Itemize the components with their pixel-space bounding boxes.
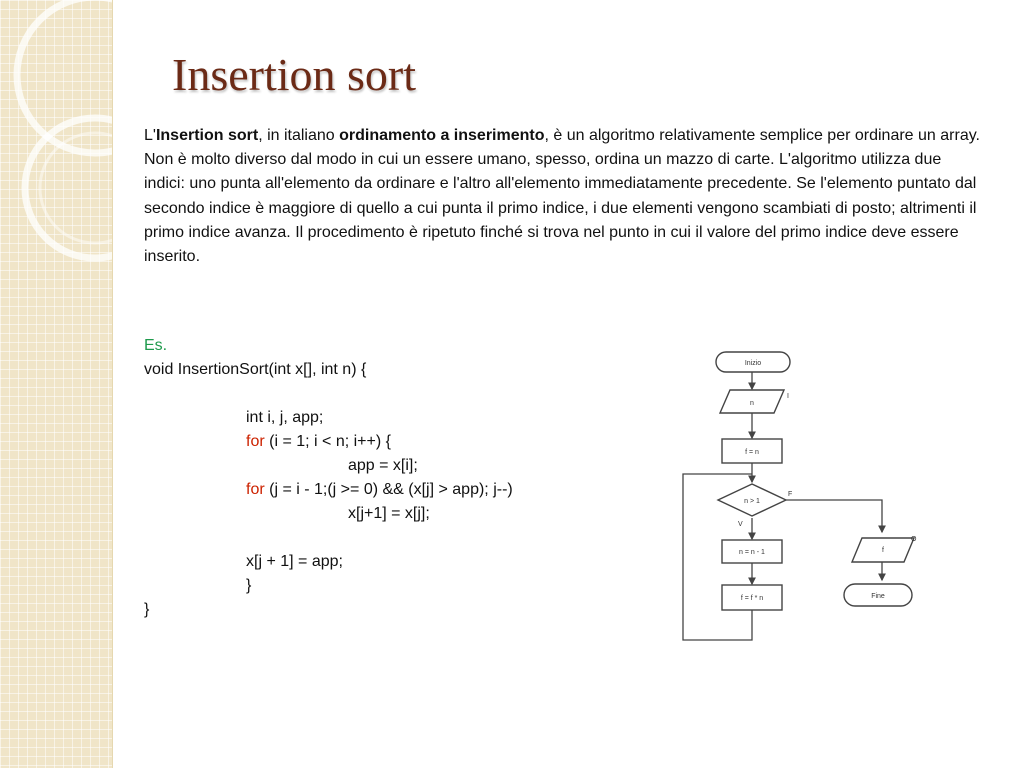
code-close-inner: } <box>246 577 252 594</box>
flow-input-tag: I <box>787 393 789 400</box>
decorative-sidebar <box>0 0 113 768</box>
flow-output-tag: O <box>911 536 917 543</box>
flow-false-label: F <box>788 491 793 498</box>
intro-bold-2: ordinamento a inserimento <box>339 127 545 144</box>
code-outer-loop-rest: (i = 1; i < n; i++) { <box>264 433 391 450</box>
code-signature: void InsertionSort(int x[], int n) { <box>144 361 367 378</box>
flow-condition-label: n > 1 <box>744 498 760 505</box>
intro-bold-1: Insertion sort <box>155 127 259 144</box>
code-blank-line <box>144 382 624 406</box>
flow-output-label: f <box>882 547 884 554</box>
flow-true-label: V <box>738 521 743 528</box>
flowchart <box>676 344 936 648</box>
code-assign-back: x[j + 1] = app; <box>246 553 343 570</box>
flow-end-label: Fine <box>871 593 885 600</box>
intro-text-3: , è un algoritmo relativamente semplice per ordinare un array. Non è molto diverso dal modo in cui un essere umano, spesso, ordina un mazzo di carte. L'algoritmo utilizza due indici: uno punta all'elemento da ordinare e l'altro all'elemento immediatamente precedente. Se l'elemento puntato dal secondo indice è maggiore di quello a cui punta il primo indice, i due elementi vengono scambiati di posto; altrimenti il primo indice avanza. Il procedimento è ripetuto finché si trova nel punto in cui il valore del primo indice deve essere inserito. <box>144 127 980 266</box>
code-close-outer: } <box>144 601 150 618</box>
decorative-circles <box>0 0 112 768</box>
intro-text-2: , in italiano <box>258 127 340 144</box>
intro-paragraph <box>144 124 984 269</box>
code-inner-loop <box>144 478 624 502</box>
keyword-for: for <box>246 433 265 450</box>
flow-decrement-label: n = n - 1 <box>739 549 765 556</box>
code-blank-line <box>144 526 624 550</box>
code-declaration: int i, j, app; <box>246 409 324 426</box>
flow-multiply-label: f = f * n <box>740 595 764 602</box>
slide-title: Insertion sort <box>172 49 417 100</box>
keyword-for: for <box>246 481 265 498</box>
flow-start-label: Inizio <box>744 360 762 367</box>
code-outer-loop <box>144 430 624 454</box>
example-label: Es. <box>144 337 168 354</box>
flow-input-label: n <box>750 400 754 407</box>
code-example <box>144 334 624 622</box>
code-assign-app: app = x[i]; <box>348 457 418 474</box>
code-inner-loop-rest: (j = i - 1;(j >= 0) && (x[j] > app); j--) <box>264 481 513 498</box>
intro-text-1: L' <box>144 127 156 144</box>
flow-init-label: f = n <box>745 449 759 456</box>
code-shift: x[j+1] = x[j]; <box>348 505 430 522</box>
